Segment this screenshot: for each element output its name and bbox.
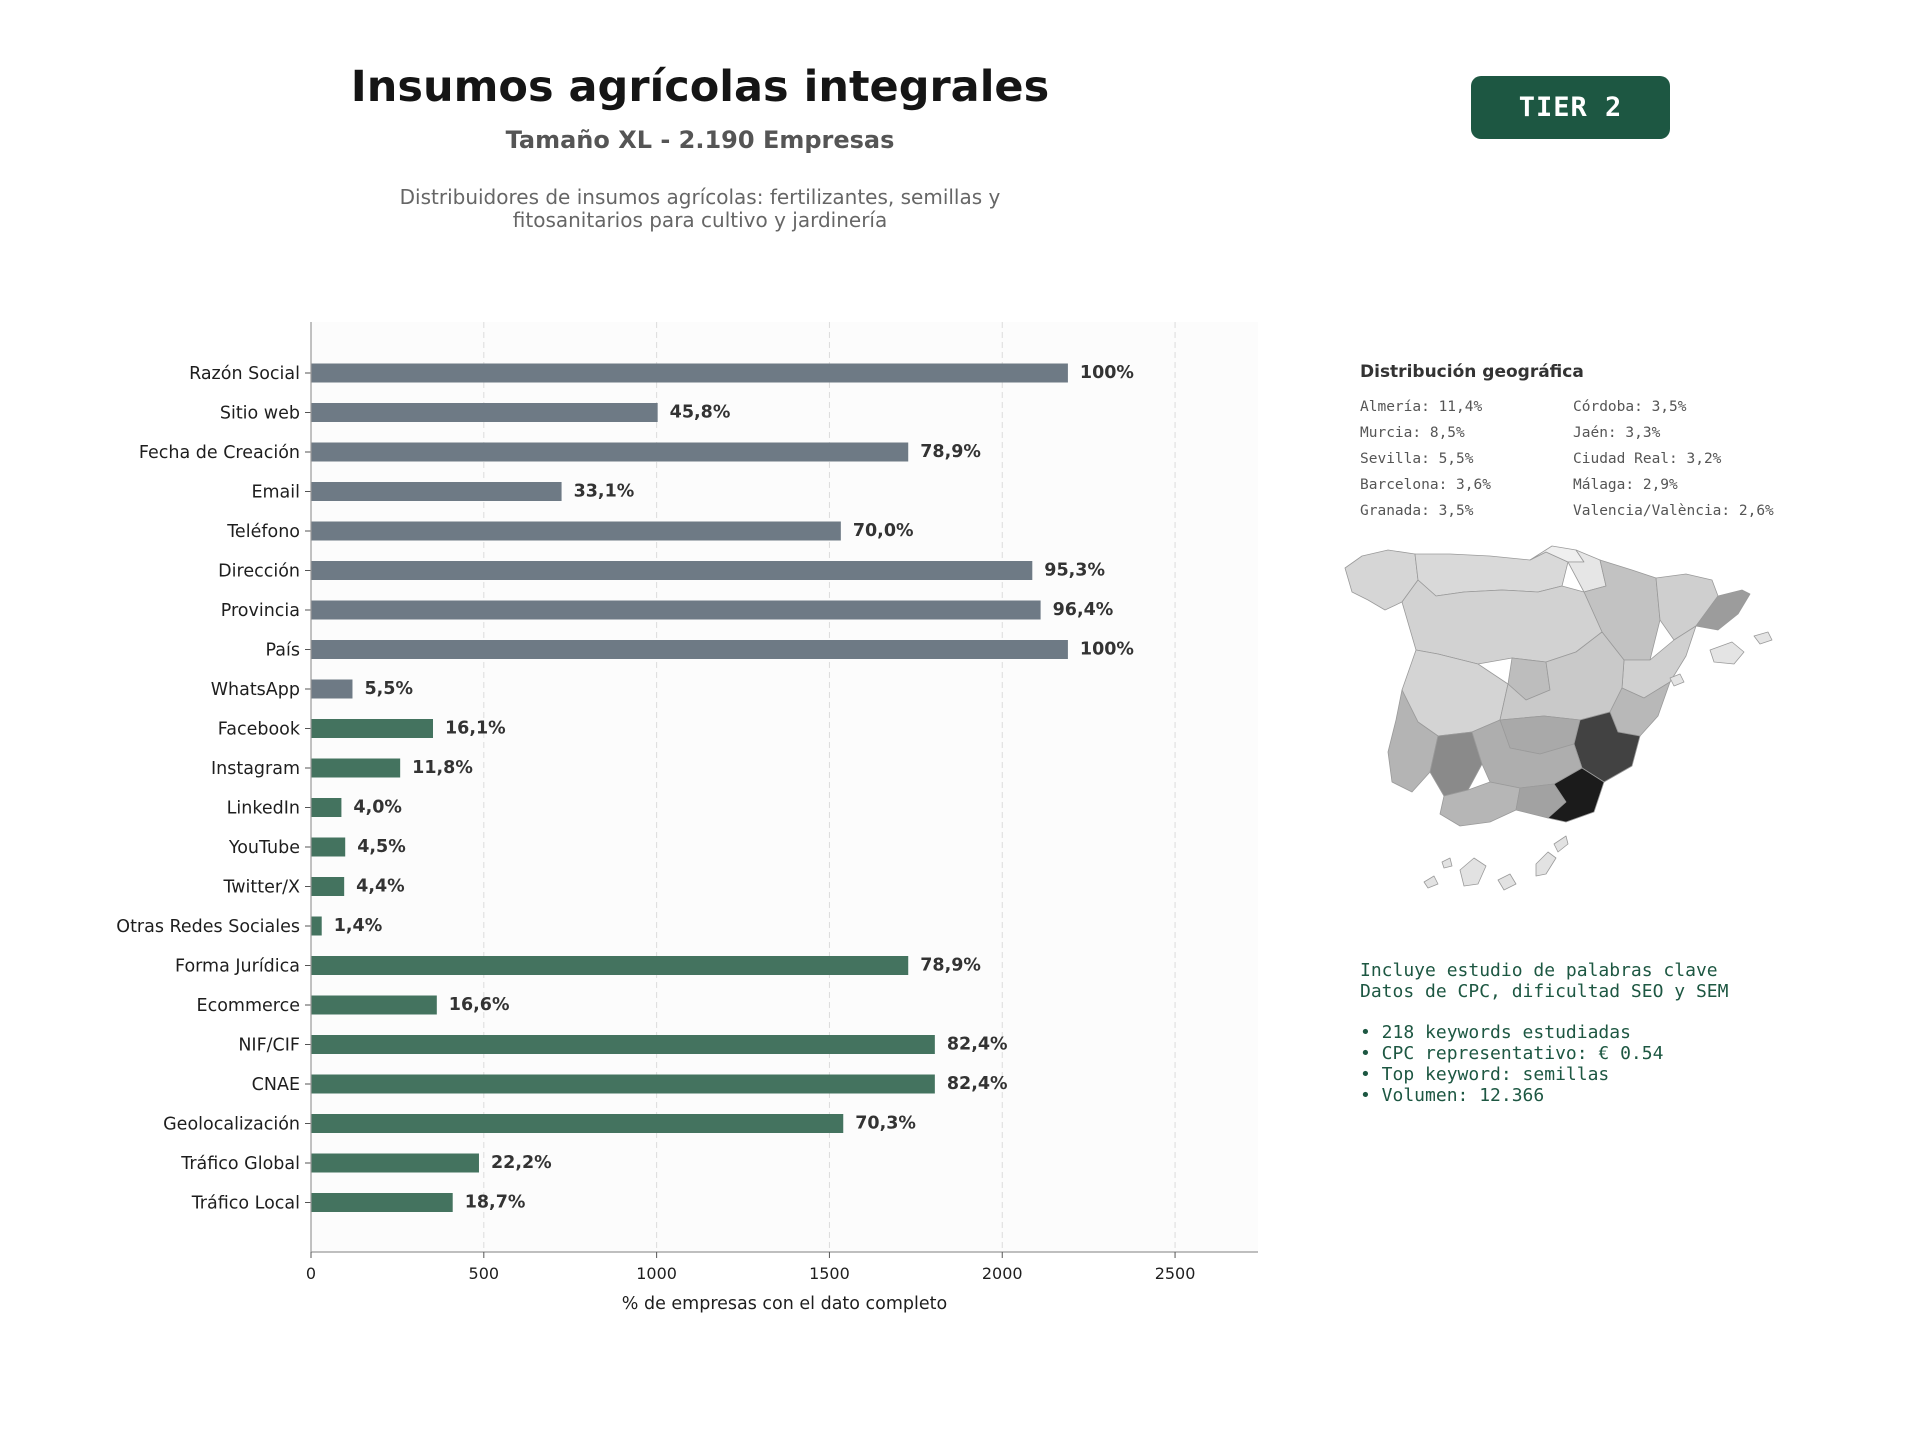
keyword-info-panel	[1360, 960, 1820, 1106]
geo-distribution-list	[1360, 398, 1830, 520]
map-region-canary-1	[1460, 858, 1486, 886]
bar	[311, 1193, 453, 1212]
y-tick-label: WhatsApp	[210, 680, 300, 700]
data-label: 16,1%	[445, 718, 506, 739]
bar	[311, 601, 1041, 620]
page-description: Distribuidores de insumos agrícolas: fertilizantes, semillas y fitosanitarios para cultivo y jardinería	[399, 185, 1001, 232]
y-tick-label: Instagram	[210, 759, 300, 779]
y-tick-label: Teléfono	[227, 522, 300, 542]
y-tick-label: País	[265, 640, 300, 661]
geo-item: Sevilla: 5,5%	[1360, 451, 1474, 467]
page-title: Insumos agrícolas integrales	[350, 62, 1050, 112]
y-tick-label: Fecha de Creación	[138, 443, 300, 463]
map-region-mallorca	[1710, 642, 1744, 664]
bar	[311, 838, 345, 857]
bar	[311, 561, 1032, 580]
x-tick-label: 1000	[636, 1264, 677, 1283]
data-label: 18,7%	[464, 1192, 526, 1213]
x-tick-label: 2500	[1154, 1264, 1196, 1283]
bar	[311, 522, 841, 541]
data-label: 82,4%	[946, 1034, 1008, 1055]
data-label: 70,0%	[852, 521, 914, 541]
geo-item: Ciudad Real: 3,2%	[1573, 451, 1722, 467]
bar	[311, 364, 1068, 383]
geo-item: Valencia/València: 2,6%	[1573, 503, 1774, 519]
y-tick-label: Facebook	[217, 719, 300, 740]
data-label: 70,3%	[855, 1113, 916, 1134]
bar	[311, 798, 341, 817]
x-axis-label: % de empresas con el dato completo	[621, 1294, 948, 1314]
x-tick-label: 0	[305, 1264, 317, 1283]
data-label: 16,6%	[448, 995, 510, 1015]
x-tick-label: 1500	[809, 1264, 850, 1283]
keyword-bullet: • 218 keywords estudiadas	[1360, 1022, 1631, 1043]
data-label: 100%	[1079, 639, 1134, 660]
y-tick-label: Otras Redes Sociales	[116, 917, 300, 937]
y-tick-label: Provincia	[220, 601, 300, 621]
geo-item: Barcelona: 3,6%	[1360, 477, 1491, 493]
data-label: 22,2%	[490, 1153, 552, 1173]
map-region-catalonia-inland	[1656, 574, 1718, 640]
geo-item: Almería: 11,4%	[1360, 399, 1483, 415]
data-label: 5,5%	[364, 679, 414, 699]
bar	[311, 640, 1068, 659]
data-label: 33,1%	[573, 481, 635, 502]
x-tick-label: 500	[468, 1264, 500, 1283]
data-label: 96,4%	[1052, 600, 1114, 620]
y-tick-label: NIF/CIF	[238, 1035, 300, 1056]
data-label: 4,5%	[357, 837, 406, 857]
map-region-north	[1415, 552, 1568, 596]
keyword-bullet: • Top keyword: semillas	[1360, 1064, 1610, 1085]
y-tick-label: Geolocalización	[163, 1114, 300, 1135]
tier-badge: TIER 2	[1471, 76, 1670, 139]
keyword-info-line: Datos de CPC, dificultad SEO y SEM	[1360, 981, 1729, 1002]
bar	[311, 877, 344, 896]
data-label: 1,4%	[333, 916, 383, 936]
y-tick-label: Dirección	[218, 561, 300, 582]
data-label: 78,9%	[920, 442, 981, 462]
data-label: 95,3%	[1044, 560, 1106, 581]
bar	[311, 719, 433, 738]
map-region-canary-6	[1554, 836, 1568, 852]
map-region-castilla-leon	[1402, 580, 1602, 664]
y-tick-label: YouTube	[228, 838, 300, 858]
data-label: 4,4%	[356, 876, 405, 897]
y-tick-label: Forma Jurídica	[175, 956, 300, 977]
keyword-bullet: • CPC representativo: € 0.54	[1360, 1043, 1664, 1064]
y-tick-label: Tráfico Global	[181, 1154, 300, 1174]
bar	[311, 917, 322, 936]
keyword-bullet: • Volumen: 12.366	[1360, 1085, 1545, 1106]
page-subtitle: Tamaño XL - 2.190 Empresas	[505, 126, 895, 154]
y-tick-label: Email	[251, 482, 300, 503]
bar	[311, 443, 908, 462]
data-label: 100%	[1079, 363, 1134, 383]
geo-item: Murcia: 8,5%	[1360, 425, 1465, 441]
bar	[311, 996, 437, 1015]
map-region-canary-5	[1442, 858, 1452, 868]
bar	[311, 1075, 935, 1094]
map-region-canary-4	[1424, 876, 1438, 888]
geo-item: Córdoba: 3,5%	[1573, 399, 1687, 415]
spain-choropleth-map	[1340, 540, 1850, 910]
bar	[311, 403, 658, 422]
geo-item: Málaga: 2,9%	[1573, 477, 1678, 493]
map-region-sevilla	[1430, 732, 1482, 796]
geo-distribution-title: Distribución geográfica	[1360, 362, 1584, 382]
bar	[311, 680, 352, 699]
y-tick-label: LinkedIn	[226, 798, 300, 819]
y-tick-label: Sitio web	[219, 403, 300, 424]
map-region-menorca	[1754, 632, 1772, 644]
bar	[311, 482, 562, 501]
map-region-canary-3	[1536, 852, 1556, 876]
map-region-canary-2	[1498, 874, 1516, 890]
bar	[311, 1154, 479, 1173]
keyword-info-line: Incluye estudio de palabras clave	[1360, 960, 1718, 981]
data-label: 11,8%	[412, 758, 473, 778]
x-tick-label: 2000	[981, 1264, 1023, 1283]
bar	[311, 1035, 935, 1054]
y-tick-label: Ecommerce	[196, 996, 300, 1016]
y-tick-label: CNAE	[251, 1075, 300, 1095]
data-label: 82,4%	[946, 1074, 1008, 1094]
bar	[311, 759, 400, 778]
geo-item: Granada: 3,5%	[1360, 503, 1474, 519]
data-label: 78,9%	[920, 955, 981, 976]
bar	[311, 1114, 843, 1133]
y-tick-label: Twitter/X	[223, 877, 300, 898]
data-label: 45,8%	[669, 402, 731, 423]
y-tick-label: Tráfico Local	[191, 1193, 300, 1214]
bar	[311, 956, 908, 975]
geo-item: Jaén: 3,3%	[1573, 425, 1661, 441]
y-tick-label: Razón Social	[189, 364, 300, 384]
data-label: 4,0%	[353, 797, 402, 818]
